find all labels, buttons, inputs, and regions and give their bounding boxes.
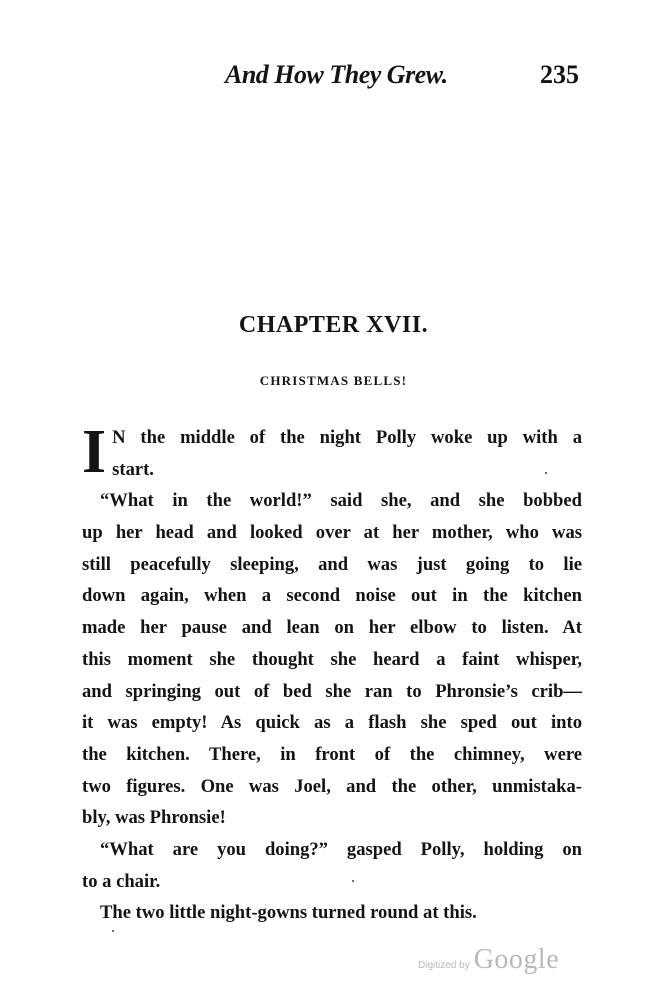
- text-line: N the middle of the night Polly woke up with a: [112, 427, 582, 448]
- text-line: made her pause and lean on her elbow to listen. At: [82, 617, 582, 639]
- drop-cap: I: [82, 418, 107, 486]
- text-line: two figures. One was Joel, and the other, unmistaka-: [82, 775, 582, 797]
- print-speck: [112, 930, 114, 932]
- google-logo: Google: [473, 944, 560, 975]
- text-line: this moment she thought she heard a faint whisper,: [82, 648, 582, 670]
- text-line: bly, was Phronsie!: [82, 807, 226, 829]
- text-line: up her head and looked over at her mother, who was: [82, 522, 582, 544]
- text-line: down again, when a second noise out in the kitchen: [82, 585, 582, 607]
- text-line: “What in the world!” said she, and she bobbed: [100, 490, 582, 512]
- text-line: still peacefully sleeping, and was just going to lie: [82, 553, 582, 575]
- watermark-prefix: Digitized by: [418, 960, 470, 971]
- print-speck: [545, 472, 547, 474]
- google-watermark: [418, 944, 559, 976]
- text-line: it was empty! As quick as a flash she sped out into: [82, 712, 582, 734]
- text-line: “What are you doing?” gasped Polly, holding on: [100, 838, 582, 860]
- text-line: The two little night-gowns turned round at this.: [100, 902, 477, 924]
- text-line: the kitchen. There, in front of the chimney, were: [82, 743, 582, 765]
- text-line: to a chair.: [82, 870, 161, 892]
- chapter-subtitle: CHRISTMAS BELLS!: [259, 373, 408, 388]
- chapter-title: CHAPTER XVII.: [238, 312, 429, 338]
- print-speck: [352, 880, 354, 882]
- text-line: start.: [112, 458, 154, 480]
- page-number: 235: [540, 60, 579, 89]
- text-line: and springing out of bed she ran to Phronsie’s crib—: [82, 680, 582, 702]
- body-text: [82, 418, 582, 929]
- running-head: And How They Grew.: [225, 60, 448, 89]
